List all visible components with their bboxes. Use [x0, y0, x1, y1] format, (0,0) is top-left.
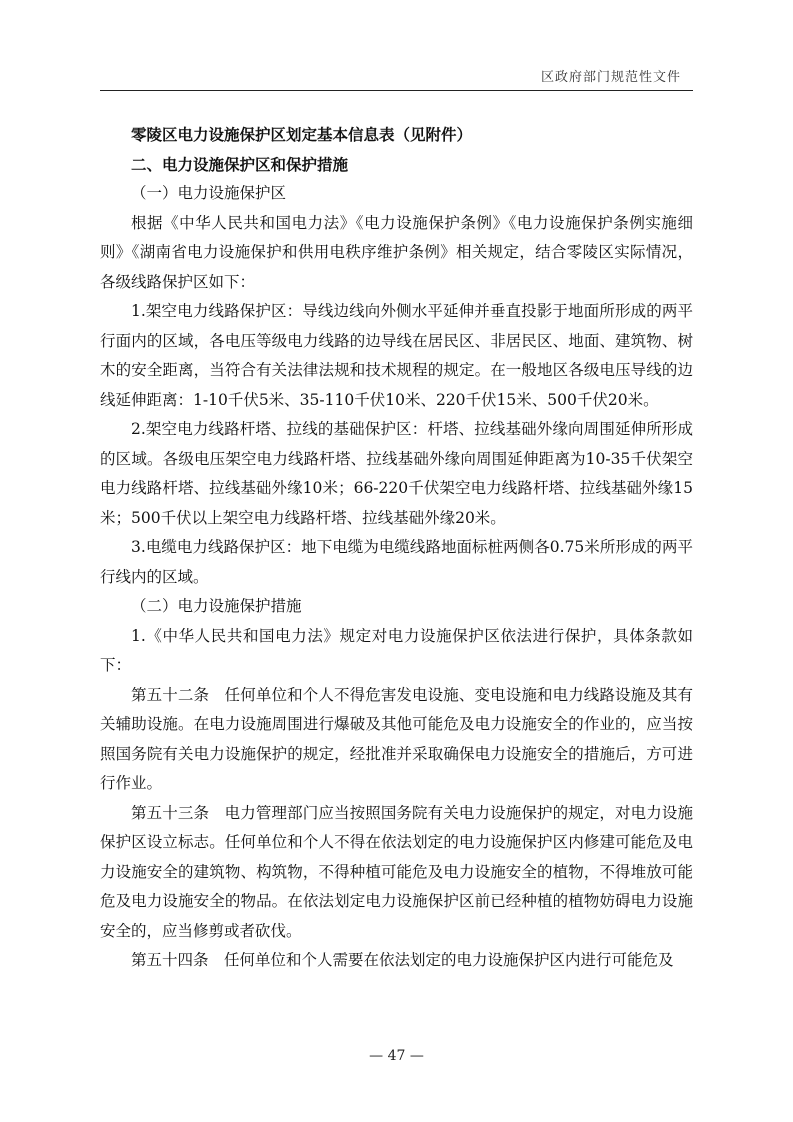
paragraph-legal-basis: 根据《中华人民共和国电力法》《电力设施保护条例》《电力设施保护条例实施细则》《湖南省电力设施保护和供用电秩序维护条例》相关规定，结合零陵区实际情况，各级线路保护区如下：	[100, 213, 693, 291]
paragraph-attachment-note: 零陵区电力设施保护区划定基本信息表（见附件）	[131, 125, 473, 144]
paragraph-electricity-law-intro: 1.《中华人民共和国电力法》规定对电力设施保护区依法进行保护，具体条款如下：	[100, 626, 693, 674]
document-header-title: 区政府部门规范性文件	[540, 70, 681, 85]
paragraph-overhead-line-zone: 1.架空电力线路保护区：导线边线向外侧水平延伸并垂直投影于地面所形成的两平行面内的区域，各电压等级电力线路的边导线在居民区、非居民区、地面、建筑物、树木的安全距离，当符合有关法律法规和技术规程的规定。在一般地区各级电压导线的边线延伸距离：1-10千伏5米、35-110千伏10米、220千伏15米、500千伏20米。	[100, 302, 693, 409]
paragraph-article-53: 第五十三条 电力管理部门应当按照国务院有关电力设施保护的规定，对电力设施保护区设立标志。任何单位和个人不得在依法划定的电力设施保护区内修建可能危及电力设施安全的建筑物、构筑物，不得种植可能危及电力设施安全的植物，不得堆放可能危及电力设施安全的物品。在依法划定电力设施保护区前已经种植的植物妨碍电力设施安全的，应当修剪或者砍伐。	[100, 803, 693, 940]
paragraph-article-52: 第五十二条 任何单位和个人不得危害发电设施、变电设施和电力线路设施及其有关辅助设施。在电力设施周围进行爆破及其他可能危及电力设施安全的作业的，应当按照国务院有关电力设施保护的规定，经批准并采取确保电力设施安全的措施后，方可进行作业。	[100, 685, 693, 792]
subsection-heading-2: （二）电力设施保护措施	[131, 597, 302, 615]
section-heading-2: 二、电力设施保护区和保护措施	[131, 154, 349, 174]
paragraph-article-54: 第五十四条 任何单位和个人需要在依法划定的电力设施保护区内进行可能危及	[131, 951, 674, 969]
subsection-heading-1: （一）电力设施保护区	[131, 184, 287, 202]
page-number: — 47 —	[369, 1048, 424, 1064]
document-body	[100, 120, 693, 976]
paragraph-tower-foundation-zone: 2.架空电力线路杆塔、拉线的基础保护区：杆塔、拉线基础外缘向周围延伸所形成的区域。各级电压架空电力线路杆塔、拉线基础外缘向周围延伸距离为10-35千伏架空电力线路杆塔、拉线基础外缘10米；66-220千伏架空电力线路杆塔、拉线基础外缘15米；500千伏以上架空电力线路杆塔、拉线基础外缘20米。	[100, 420, 693, 527]
header-divider	[100, 90, 693, 91]
paragraph-cable-line-zone: 3.电缆电力线路保护区：地下电缆为电缆线路地面标桩两侧各0.75米所形成的两平行线内的区域。	[100, 538, 693, 586]
